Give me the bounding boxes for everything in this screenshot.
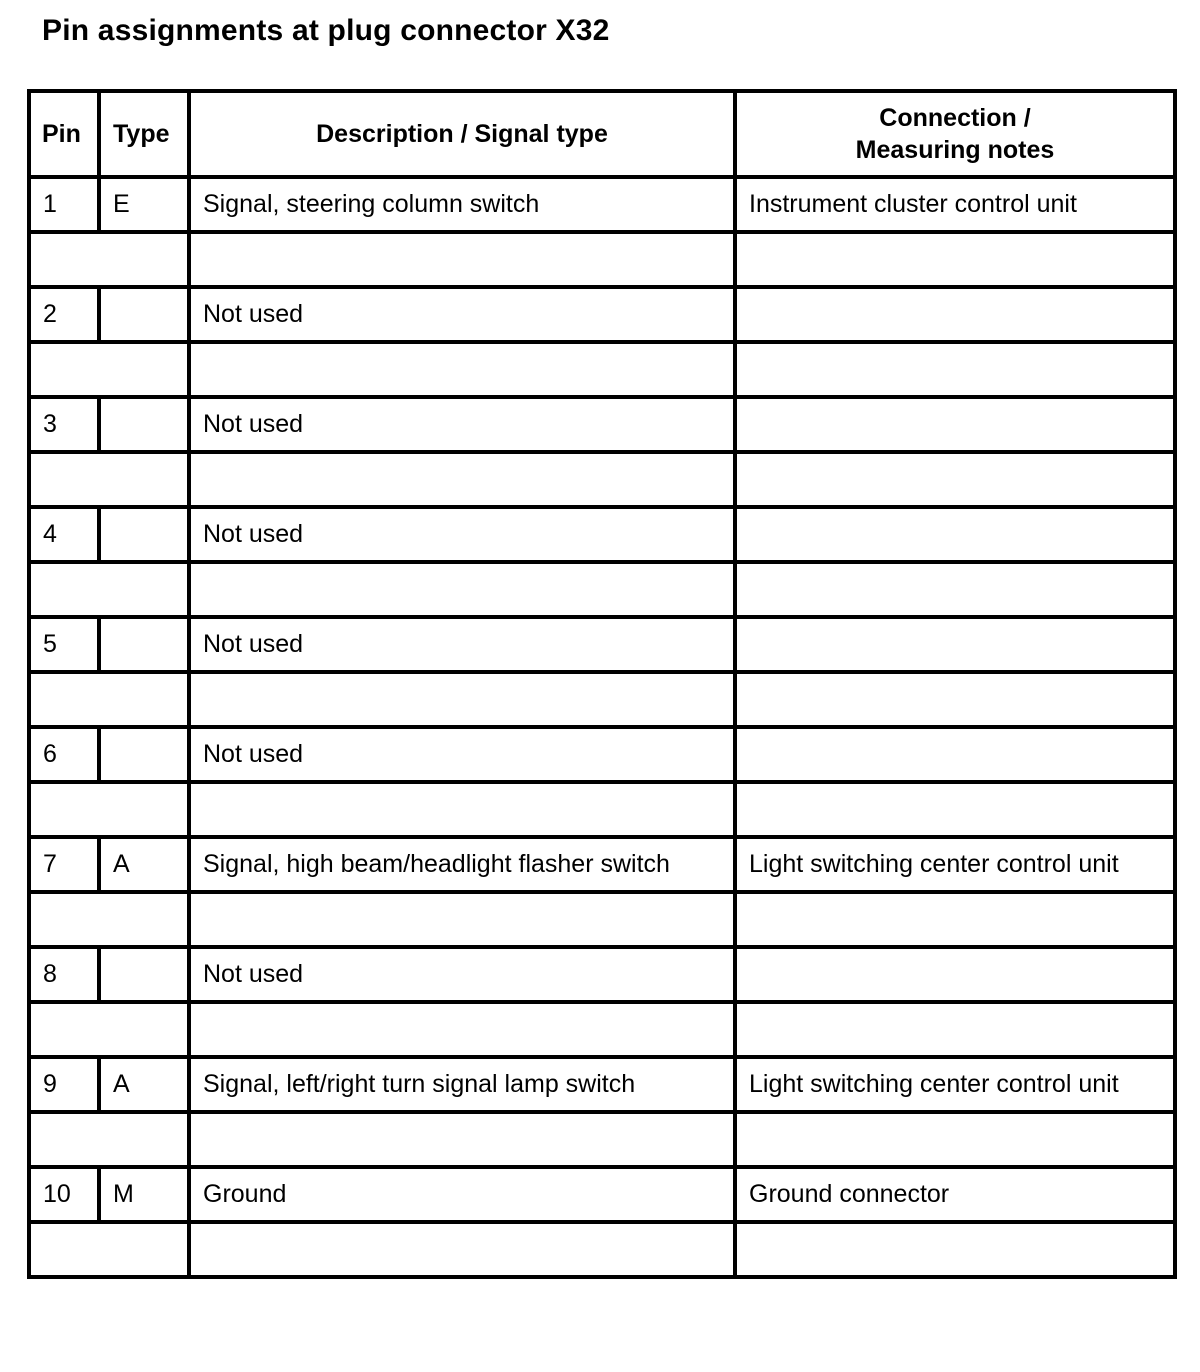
spacer-cell-pin-type <box>29 232 189 287</box>
cell-description: Not used <box>189 287 735 342</box>
spacer-cell-connection <box>735 1002 1175 1057</box>
cell-pin: 10 <box>29 1167 99 1222</box>
page-title: Pin assignments at plug connector X32 <box>42 14 610 47</box>
column-header-connection <box>735 91 1175 177</box>
spacer-cell-description <box>189 892 735 947</box>
column-header-pin: Pin <box>29 91 99 177</box>
spacer-cell-description <box>189 452 735 507</box>
cell-connection <box>735 617 1175 672</box>
cell-description: Not used <box>189 507 735 562</box>
cell-description: Ground <box>189 1167 735 1222</box>
table-spacer-row <box>29 1112 1175 1167</box>
cell-type <box>99 727 189 782</box>
table-row <box>29 1057 1175 1112</box>
cell-connection <box>735 727 1175 782</box>
table-spacer-row <box>29 1222 1175 1277</box>
table-body <box>29 177 1175 1277</box>
spacer-cell-pin-type <box>29 562 189 617</box>
spacer-cell-connection <box>735 782 1175 837</box>
spacer-cell-pin-type <box>29 1002 189 1057</box>
table-header-row <box>29 91 1175 177</box>
cell-type <box>99 287 189 342</box>
cell-pin: 6 <box>29 727 99 782</box>
spacer-cell-connection <box>735 232 1175 287</box>
spacer-cell-description <box>189 1222 735 1277</box>
cell-connection <box>735 507 1175 562</box>
spacer-cell-connection <box>735 342 1175 397</box>
cell-type <box>99 507 189 562</box>
spacer-cell-description <box>189 562 735 617</box>
cell-description: Not used <box>189 727 735 782</box>
cell-type <box>99 397 189 452</box>
table-row <box>29 727 1175 782</box>
table-spacer-row <box>29 1002 1175 1057</box>
spacer-cell-description <box>189 232 735 287</box>
cell-connection: Instrument cluster control unit <box>735 177 1175 232</box>
column-header-description: Description / Signal type <box>189 91 735 177</box>
table-spacer-row <box>29 342 1175 397</box>
spacer-cell-pin-type <box>29 892 189 947</box>
spacer-cell-connection <box>735 562 1175 617</box>
table-spacer-row <box>29 452 1175 507</box>
cell-description: Signal, steering column switch <box>189 177 735 232</box>
spacer-cell-connection <box>735 892 1175 947</box>
cell-pin: 4 <box>29 507 99 562</box>
table-row <box>29 177 1175 232</box>
cell-connection: Light switching center control unit <box>735 837 1175 892</box>
spacer-cell-description <box>189 782 735 837</box>
column-header-connection-line1: Connection / <box>879 104 1031 132</box>
spacer-cell-connection <box>735 452 1175 507</box>
spacer-cell-pin-type <box>29 672 189 727</box>
cell-pin: 8 <box>29 947 99 1002</box>
spacer-cell-pin-type <box>29 452 189 507</box>
cell-pin: 3 <box>29 397 99 452</box>
spacer-cell-connection <box>735 1222 1175 1277</box>
cell-pin: 1 <box>29 177 99 232</box>
table-row <box>29 287 1175 342</box>
table-row <box>29 397 1175 452</box>
table-spacer-row <box>29 892 1175 947</box>
cell-description: Signal, left/right turn signal lamp switch <box>189 1057 735 1112</box>
cell-type: A <box>99 837 189 892</box>
spacer-cell-description <box>189 342 735 397</box>
table-spacer-row <box>29 232 1175 287</box>
spacer-cell-description <box>189 1002 735 1057</box>
cell-description: Signal, high beam/headlight flasher switch <box>189 837 735 892</box>
cell-description: Not used <box>189 617 735 672</box>
table-row <box>29 507 1175 562</box>
cell-type <box>99 947 189 1002</box>
column-header-type: Type <box>99 91 189 177</box>
cell-connection <box>735 397 1175 452</box>
cell-pin: 2 <box>29 287 99 342</box>
spacer-cell-description <box>189 1112 735 1167</box>
cell-type: A <box>99 1057 189 1112</box>
spacer-cell-description <box>189 672 735 727</box>
pin-assignment-table <box>27 89 1177 1279</box>
cell-description: Not used <box>189 397 735 452</box>
spacer-cell-pin-type <box>29 342 189 397</box>
cell-type: E <box>99 177 189 232</box>
cell-connection: Light switching center control unit <box>735 1057 1175 1112</box>
table-spacer-row <box>29 782 1175 837</box>
spacer-cell-connection <box>735 672 1175 727</box>
cell-type: M <box>99 1167 189 1222</box>
cell-pin: 9 <box>29 1057 99 1112</box>
cell-pin: 7 <box>29 837 99 892</box>
spacer-cell-pin-type <box>29 1222 189 1277</box>
cell-connection <box>735 287 1175 342</box>
cell-connection <box>735 947 1175 1002</box>
cell-connection: Ground connector <box>735 1167 1175 1222</box>
table-row <box>29 1167 1175 1222</box>
cell-description: Not used <box>189 947 735 1002</box>
column-header-connection-line2: Measuring notes <box>855 136 1055 164</box>
table-spacer-row <box>29 562 1175 617</box>
table-spacer-row <box>29 672 1175 727</box>
cell-pin: 5 <box>29 617 99 672</box>
table-row <box>29 617 1175 672</box>
spacer-cell-connection <box>735 1112 1175 1167</box>
cell-type <box>99 617 189 672</box>
spacer-cell-pin-type <box>29 782 189 837</box>
spacer-cell-pin-type <box>29 1112 189 1167</box>
table-row <box>29 947 1175 1002</box>
table-row <box>29 837 1175 892</box>
